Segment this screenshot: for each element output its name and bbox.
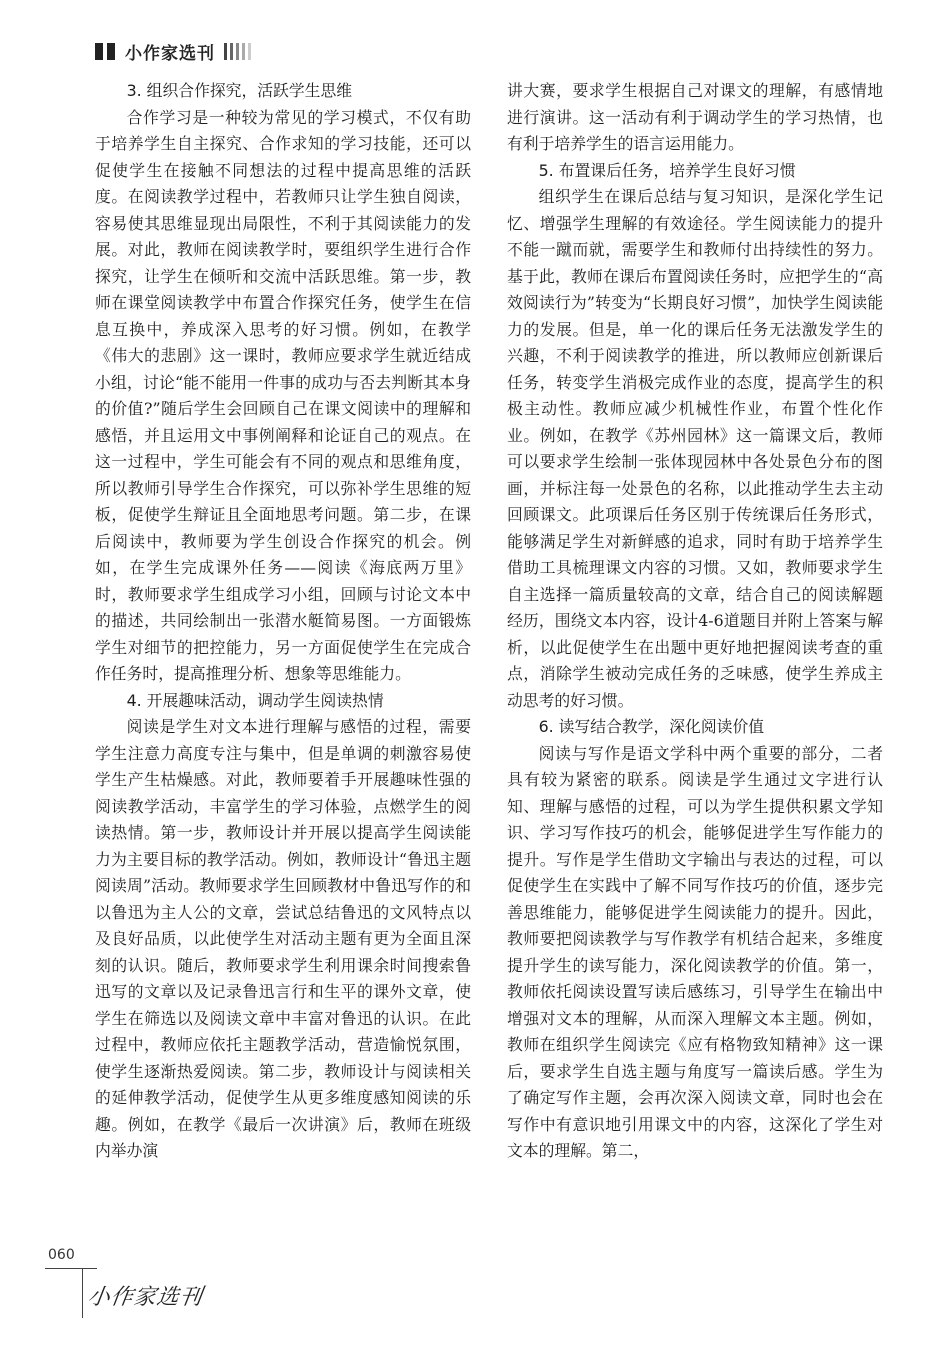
section-5-heading: 5. 布置课后任务，培养学生良好习惯 [538,160,796,180]
footer-vertical-rule [82,1268,83,1318]
left-column [95,78,471,1165]
section-6-heading: 6. 读写结合教学，深化阅读价值 [538,717,765,736]
header-stripe [230,43,233,60]
header-stripe [224,43,227,60]
journal-logo: 小作家选刊 [85,1285,205,1310]
footer-divider [45,1268,97,1269]
page-number: 060 [48,1247,75,1263]
section-4-paragraph: 阅读是学生对文本进行理解与感悟的过程，需要学生注意力高度专注与集中，但是单调的刺激容易使学生产生枯燥感。对此，教师要着手开展趣味性强的阅读教学活动，丰富学生的学习体验，点燃学生的阅读热情。第一步，教师设计并开展以提高学生阅读能力为主要目标的教学活动。例如，教师设计“鲁迅主题阅读周”活动。教师要求学生回顾教材中鲁迅写作的和以鲁迅为主人公的文章，尝试总结鲁迅的文风特点以及良好品质，以此使学生对活动主题有更为全面且深刻的认识。随后，教师要求学生利用课余时间搜索鲁迅写的文章以及记录鲁迅言行和生平的课外文章，使学生在筛选以及阅读文章中丰富对鲁迅的认识。在此过程中，教师应依托主题教学活动，营造愉悦氛围，使学生逐渐热爱阅读。第二步，教师设计与阅读相关的延伸教学活动，促使学生从更多维度感知阅读的乐趣。例如，在教学《最后一次讲演》后，教师在班级内举办演 [95,717,471,1160]
header-stripe [242,43,245,60]
header-stripe [236,43,239,60]
right-column [507,78,883,1165]
section-3-heading: 3. 组织合作探究，活跃学生思维 [126,81,353,100]
section-3-paragraph: 合作学习是一种较为常见的学习模式，不仅有助于培养学生自主探究、合作求知的学习技能，还可以促使学生在接触不同想法的过程中提高思维的活跃度。在阅读教学过程中，若教师只让学生独自阅读，容易使其思维显现出局限性，不利于其阅读能力的发展。对此，教师在阅读教学时，要组织学生进行合作探究，让学生在倾听和交流中活跃思维。第一步，教师在课堂阅读教学中布置合作探究任务，使学生在信息互换中，养成深入思考的好习惯。例如，在教学《伟大的悲剧》这一课时，教师应要求学生就近结成小组，讨论“能不能用一件事的成功与否去判断其本身的价值?”随后学生会回顾自己在课文阅读中的理解和感悟，并且运用文中事例阐释和论证自己的观点。在这一过程中，学生可能会有不同的观点和思维角度，所以教师引导学生合作探究，可以弥补学生思维的短板，促使学生辩证且全面地思考问题。第二步，在课后阅读中，教师要为学生创设合作探究的机会。例如，在学生完成课外任务——阅读《海底两万里》时，教师要求学生组成学习小组，回顾与讨论文本中的描述，共同绘制出一张潜水艇简易图。一方面锻炼学生对细节的把控能力，另一方面促使学生在完成合作任务时，提高推理分析、想象等思维能力。 [95,107,471,683]
section-4-continuation: 讲大赛，要求学生根据自己对课文的理解，有感情地进行演讲。这一活动有利于调动学生的学习热情，也有利于培养学生的语言运用能力。 [507,81,883,153]
header-bar-mark [95,43,103,60]
section-4-heading: 4. 开展趣味活动，调动学生阅读热情 [126,690,384,710]
section-6-paragraph: 阅读与写作是语文学科中两个重要的部分，二者具有较为紧密的联系。阅读是学生通过文字进行认知、理解与感悟的过程，可以为学生提供积累文学知识、学习写作技巧的机会，能够促进学生写作能力的提升。写作是学生借助文字输出与表达的过程，可以促使学生在实践中了解不同写作技巧的价值，逐步完善思维能力，能够促进学生阅读能力的提升。因此，教师要把阅读教学与写作教学有机结合起来，多维度提升学生的读写能力，深化阅读教学的价值。第一，教师依托阅读设置写读后感练习，引导学生在输出中增强对文本的理解，从而深入理解文本主题。例如，教师在组织学生阅读完《应有格物致知精神》这一课后，要求学生自选主题与角度写一篇读后感。学生为了确定写作主题，会再次深入阅读文章，同时也会在写作中有意识地引用课文中的内容，这深化了学生对文本的理解。第二， [507,743,883,1160]
running-header [95,36,254,66]
section-5-paragraph: 组织学生在课后总结与复习知识，是深化学生记忆、增强学生理解的有效途径。学生阅读能力的提升不能一蹴而就，需要学生和教师付出持续性的努力。基于此，教师在课后布置阅读任务时，应把学生的“高效阅读行为”转变为“长期良好习惯”，加快学生阅读能力的发展。但是，单一化的课后任务无法激发学生的兴趣，不利于阅读教学的推进，所以教师应创新课后任务，转变学生消极完成作业的态度，提高学生的积极主动性。教师应减少机械性作业，布置个性化作业。例如，在教学《苏州园林》这一篇课文后，教师可以要求学生绘制一张体现园林中各处景色分布的图画，并标注每一处景色的名称，以此推动学生去主动回顾课文。此项课后任务区别于传统课后任务形式，能够满足学生对新鲜感的追求，同时有助于培养学生借助工具梳理课文内容的习惯。又如，教师要求学生自主选择一篇质量较高的文章，结合自己的阅读解题经历，围绕文本内容，设计4-6道题目并附上答案与解析，以此促使学生在出题中更好地把握阅读考查的重点，消除学生被动完成任务的乏味感，使学生养成主动思考的好习惯。 [507,187,883,710]
header-bar-mark [107,43,115,60]
journal-name: 小作家选刊 [125,43,215,64]
header-stripe [248,43,251,60]
